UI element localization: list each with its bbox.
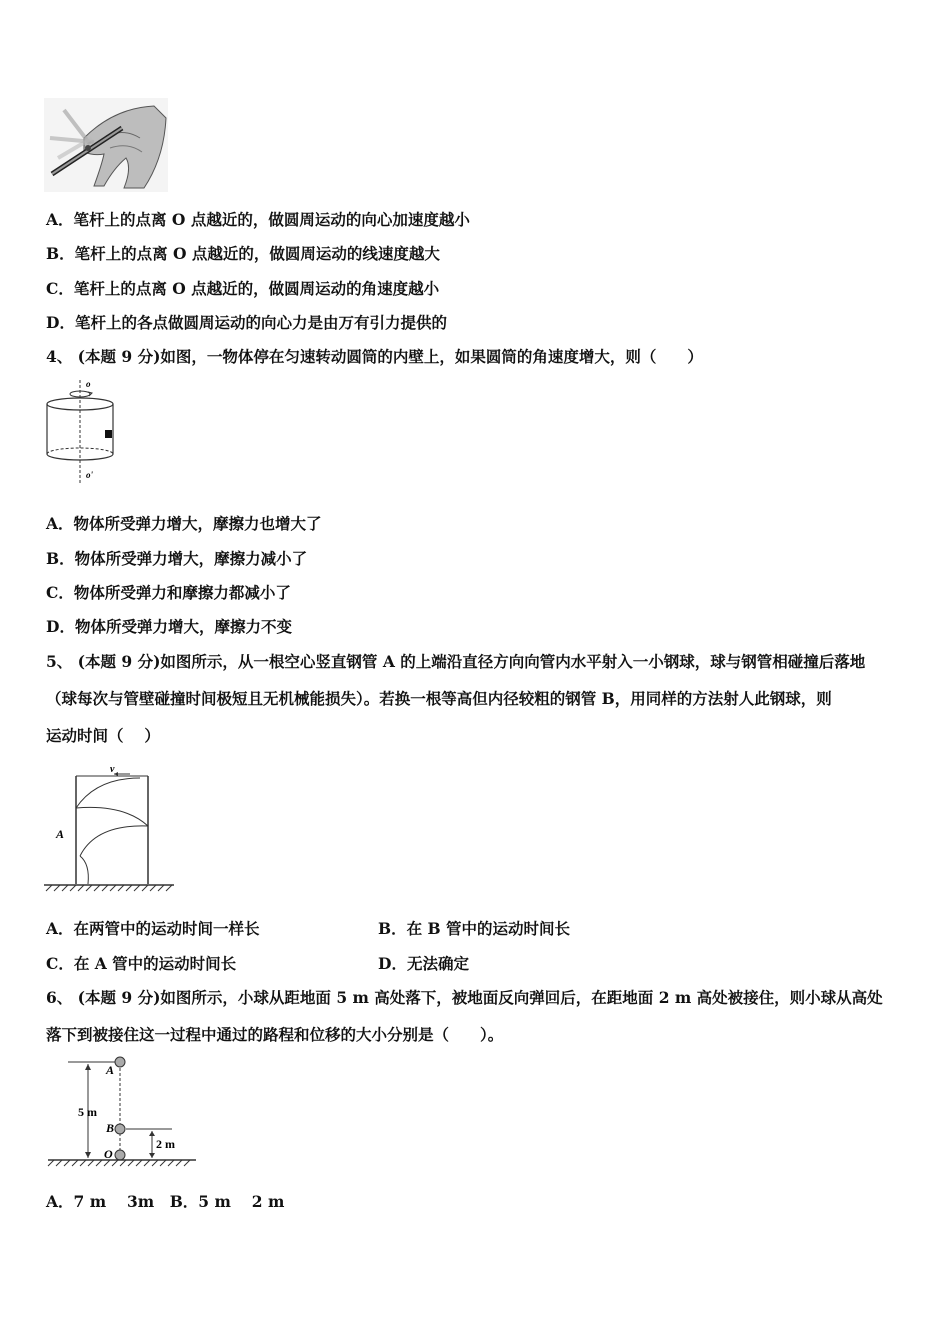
tube-label: A [56, 827, 65, 841]
cylinder-axis-top-label: o [86, 379, 91, 389]
q6-options: A．7 m 3m B．5 m 2 m [46, 1192, 285, 1211]
q4-option-c: C．物体所受弹力和摩擦力都减小了 [46, 583, 291, 602]
rotating-cylinder-figure [44, 376, 122, 486]
q4-stem: 4、 (本题 9 分)如图，一物体停在匀速转动圆筒的内壁上，如果圆筒的角速度增大，则（ ） [46, 347, 703, 366]
pen-spinning-figure [44, 98, 168, 192]
height-5m-label: 5 m [78, 1105, 97, 1119]
point-o-label: O [104, 1147, 113, 1161]
q5-stem-line-3: 运动时间（ ） [46, 726, 160, 745]
height-2m-label: 2 m [156, 1137, 175, 1151]
q3-option-a: A．笔杆上的点离 O 点越近的，做圆周运动的向心加速度越小 [46, 210, 470, 229]
q6-stem-line-1: 6、 (本题 9 分)如图所示，小球从距地面 5 m 高处落下，被地面反向弹回后，在距地面 2 m 高处被接住，则小球从高处 [46, 988, 883, 1007]
q3-option-c: C．笔杆上的点离 O 点越近的，做圆周运动的角速度越小 [46, 279, 440, 298]
cylinder-axis-bottom-label: o' [86, 470, 94, 480]
velocity-label: v [110, 764, 115, 775]
q5-option-d: D．无法确定 [378, 954, 469, 973]
point-b-label: B [106, 1121, 115, 1135]
q5-option-c: C．在 A 管中的运动时间长 [46, 954, 237, 973]
q3-option-d: D．笔杆上的各点做圆周运动的向心力是由万有引力提供的 [46, 313, 447, 332]
q5-option-a: A．在两管中的运动时间一样长 [46, 919, 260, 938]
ball-drop-figure [44, 1052, 200, 1168]
q5-stem-line-2: （球每次与管壁碰撞时间极短且无机械能损失）。若换一根等高但内径较粗的钢管 B，用同样的方法射人此钢球，则 [46, 689, 832, 708]
q5-option-b: B．在 B 管中的运动时间长 [378, 919, 570, 938]
q3-option-b: B．笔杆上的点离 O 点越近的，做圆周运动的线速度越大 [46, 244, 440, 263]
q6-stem-line-2: 落下到被接住这一过程中通过的路程和位移的大小分别是（ ）。 [46, 1025, 504, 1044]
point-a-label: A [106, 1063, 115, 1077]
q4-option-d: D．物体所受弹力增大，摩擦力不变 [46, 617, 292, 636]
q4-option-a: A．物体所受弹力增大，摩擦力也增大了 [46, 514, 322, 533]
steel-tube-figure [44, 764, 176, 894]
q5-stem-line-1: 5、 (本题 9 分)如图所示，从一根空心竖直钢管 A 的上端沿直径方向向管内水平射入一小钢球，球与钢管相碰撞后落地 [46, 652, 866, 671]
q4-option-b: B．物体所受弹力增大，摩擦力减小了 [46, 549, 308, 568]
